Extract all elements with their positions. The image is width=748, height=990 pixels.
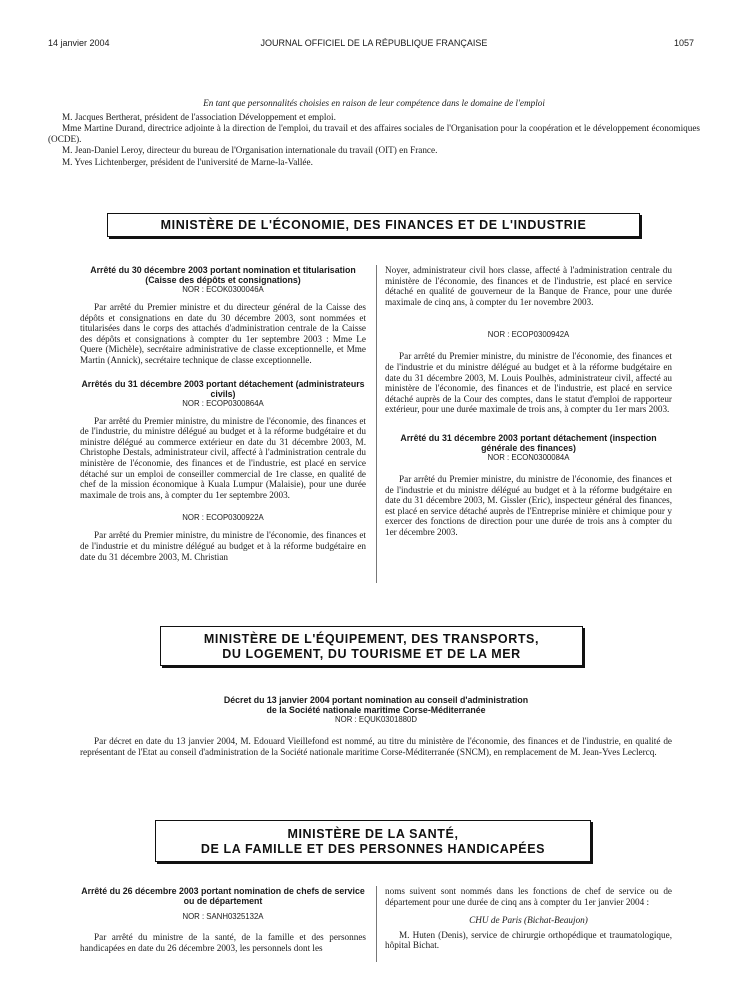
ministry-equipment-title-line2: DU LOGEMENT, DU TOURISME ET DE LA MER xyxy=(222,647,521,661)
arrete-body: Par arrêté du Premier ministre, du ministre de l'économie, des finances et de l'industrie, du ministre délégué au budget et à la réforme budgétaire et du ministre délégué au commerce extérieur en date du 31 décembre 2003, M. Christophe Destals, administrateur civil, affecté à l'administration centrale du ministère de l'économie, des finances et de l'industrie, est placé en service détaché sur un emploi de conseiller commercial de 1re classe, en qualité de chef de la mission économique à Kuala Lumpur (Malaisie), pour une durée maximale de trois ans, à compter du 1er septembre 2003. xyxy=(80,415,366,500)
arrete-body: Par arrêté du Premier ministre, du ministre de l'économie, des finances et de l'industrie et du ministre délégué au budget et à la réforme budgétaire en date du 31 décembre 2003, M. Gissler (Eric), inspecteur général des finances, est placé en service détaché auprès de l'Entreprise minière et chimique pour y exercer des fonctions de direction pour une durée de trois ans à compter du 1er décembre 2003. xyxy=(385,473,672,537)
intro-section xyxy=(48,98,700,169)
arrete-body: Par arrêté du ministre de la santé, de la famille et des personnes handicapées en date du 26 décembre 2003, les personnels dont les xyxy=(80,932,366,953)
decret-section xyxy=(80,695,672,757)
arrete-body: Par arrêté du Premier ministre, du ministre de l'économie, des finances et de l'industrie et du ministre délégué au budget et à la réforme budgétaire en date du 31 décembre 2003, M. Christian xyxy=(80,530,366,562)
ministry-equipment-title xyxy=(160,626,583,666)
page-number: 1057 xyxy=(674,38,695,48)
nor-reference: NOR : ECOP0300922A xyxy=(182,513,264,523)
decret-title: de la Société nationale maritime Corse-Méditerranée xyxy=(266,705,486,715)
arrete-body: Par arrêté du Premier ministre, du ministre de l'économie, des finances et de l'industrie et du ministre délégué au budget et à la réforme budgétaire en date du 31 décembre 2003, M. Louis Poulhès, administrateur civil, affecté au ministère de l'économie, des finances et de l'industrie, est placé en service détaché auprès de la Cour des comptes, dans le statut d'emploi de rapporteur extérieur, pour une durée maximale de trois ans, à compter du 1er mars 2003. xyxy=(385,351,672,415)
ministry-equipment-title-line1: MINISTÈRE DE L'ÉQUIPEMENT, DES TRANSPORTS, xyxy=(203,632,540,646)
decret-body: Par décret en date du 13 janvier 2004, M. Edouard Vieillefond est nommé, au titre du ministère de l'économie, des finances et de l'industrie, en qualité de représentant de l'Etat au conseil d'administration de la Société nationale maritime Corse-Méditerranée (SNCM), en remplacement de M. Jean-Yves Leclercq. xyxy=(80,736,672,757)
decret-title: Décret du 13 janvier 2004 portant nomination au conseil d'administration xyxy=(223,695,529,705)
hospital-heading: CHU de Paris (Bichat-Beaujon) xyxy=(469,915,588,926)
nor-reference: NOR : ECOP0300942A xyxy=(487,330,570,340)
ministry-economy-title xyxy=(107,213,640,237)
intro-heading: En tant que personnalités choisies en raison de leur compétence dans le domaine de l'emploi xyxy=(203,98,545,108)
intro-item: M. Jean-Daniel Leroy, directeur du bureau de l'Organisation internationale du travail (OIT) en France. xyxy=(62,145,438,156)
nor-reference: NOR : EQUK0301880D xyxy=(335,715,417,724)
ministry-economy-title-text: MINISTÈRE DE L'ÉCONOMIE, DES FINANCES ET DE L'INDUSTRIE xyxy=(160,218,587,232)
nor-reference: NOR : ECON0300084A xyxy=(487,452,570,462)
nomination-entry: M. Huten (Denis), service de chirurgie orthopédique et traumatologique, hôpital Bichat. xyxy=(385,929,672,951)
arrete-body: Par arrêté du Premier ministre et du directeur général de la Caisse des dépôts et consignations en date du 30 décembre 2003, sont nommées et titularisées dans le corps des attachés d'administration centrale de la Caisse des dépôts et consignations à compter du 1er septembre 2003 : Mme Le Quere (Michèle), secrétaire administrative de classe exceptionnelle, et Mme Martin (Annick), secrétaire technique de classe exceptionnelle. xyxy=(80,302,366,365)
nor-reference: NOR : ECOP0300864A xyxy=(182,398,264,408)
nor-reference: NOR : ECOK0300046A xyxy=(182,285,264,294)
ministry1-left-column xyxy=(80,265,366,562)
ministry-health-title xyxy=(155,820,591,862)
column-divider xyxy=(376,886,377,962)
ministry-health-title-line1: MINISTÈRE DE LA SANTÉ, xyxy=(287,827,459,841)
arrete-title: Arrêté du 26 décembre 2003 portant nomination de chefs de service ou de département xyxy=(81,886,365,906)
header-date: 14 janvier 2004 xyxy=(48,38,110,48)
arrete-body-continued: noms suivent sont nommés dans les fonctions de chef de service ou de département pour une durée de cinq ans à compter du 1er janvier 2004 : xyxy=(385,886,672,907)
nor-reference: NOR : SANH0325132A xyxy=(182,912,264,921)
ministry3-left-column xyxy=(80,886,366,953)
intro-item: M. Yves Lichtenberger, président de l'université de Marne-la-Vallée. xyxy=(62,156,313,167)
intro-item: Mme Martine Durand, directrice adjointe à la direction de l'emploi, du travail et des affaires sociales de l'Organisation pour la coopération et le développement économiques (OCDE). xyxy=(48,123,700,144)
arrete-title: Arrêté du 30 décembre 2003 portant nomination et titularisation (Caisse des dépôts et consignations) xyxy=(90,265,356,285)
ministry1-right-column xyxy=(385,265,672,538)
arrete-body-continued: Noyer, administrateur civil hors classe, affecté à l'administration centrale du ministère de l'économie, des finances et de l'industrie, est placé en service détaché en qualité de gouverneur de la Banque de France, pour une durée maximale de cinq ans, à compter du 1er novembre 2003. xyxy=(385,265,672,307)
column-divider xyxy=(376,265,377,583)
ministry-health-title-line2: DE LA FAMILLE ET DES PERSONNES HANDICAPÉES xyxy=(200,842,546,856)
intro-item: M. Jacques Bertherat, président de l'association Développement et emploi. xyxy=(62,111,336,122)
arrete-title: Arrêté du 31 décembre 2003 portant détachement (inspection générale des finances) xyxy=(400,432,657,453)
arrete-title: Arrêtés du 31 décembre 2003 portant détachement (administrateurs civils) xyxy=(81,378,365,399)
ministry3-right-column xyxy=(385,886,672,951)
journal-title: JOURNAL OFFICIEL DE LA RÉPUBLIQUE FRANÇAISE xyxy=(260,38,488,48)
